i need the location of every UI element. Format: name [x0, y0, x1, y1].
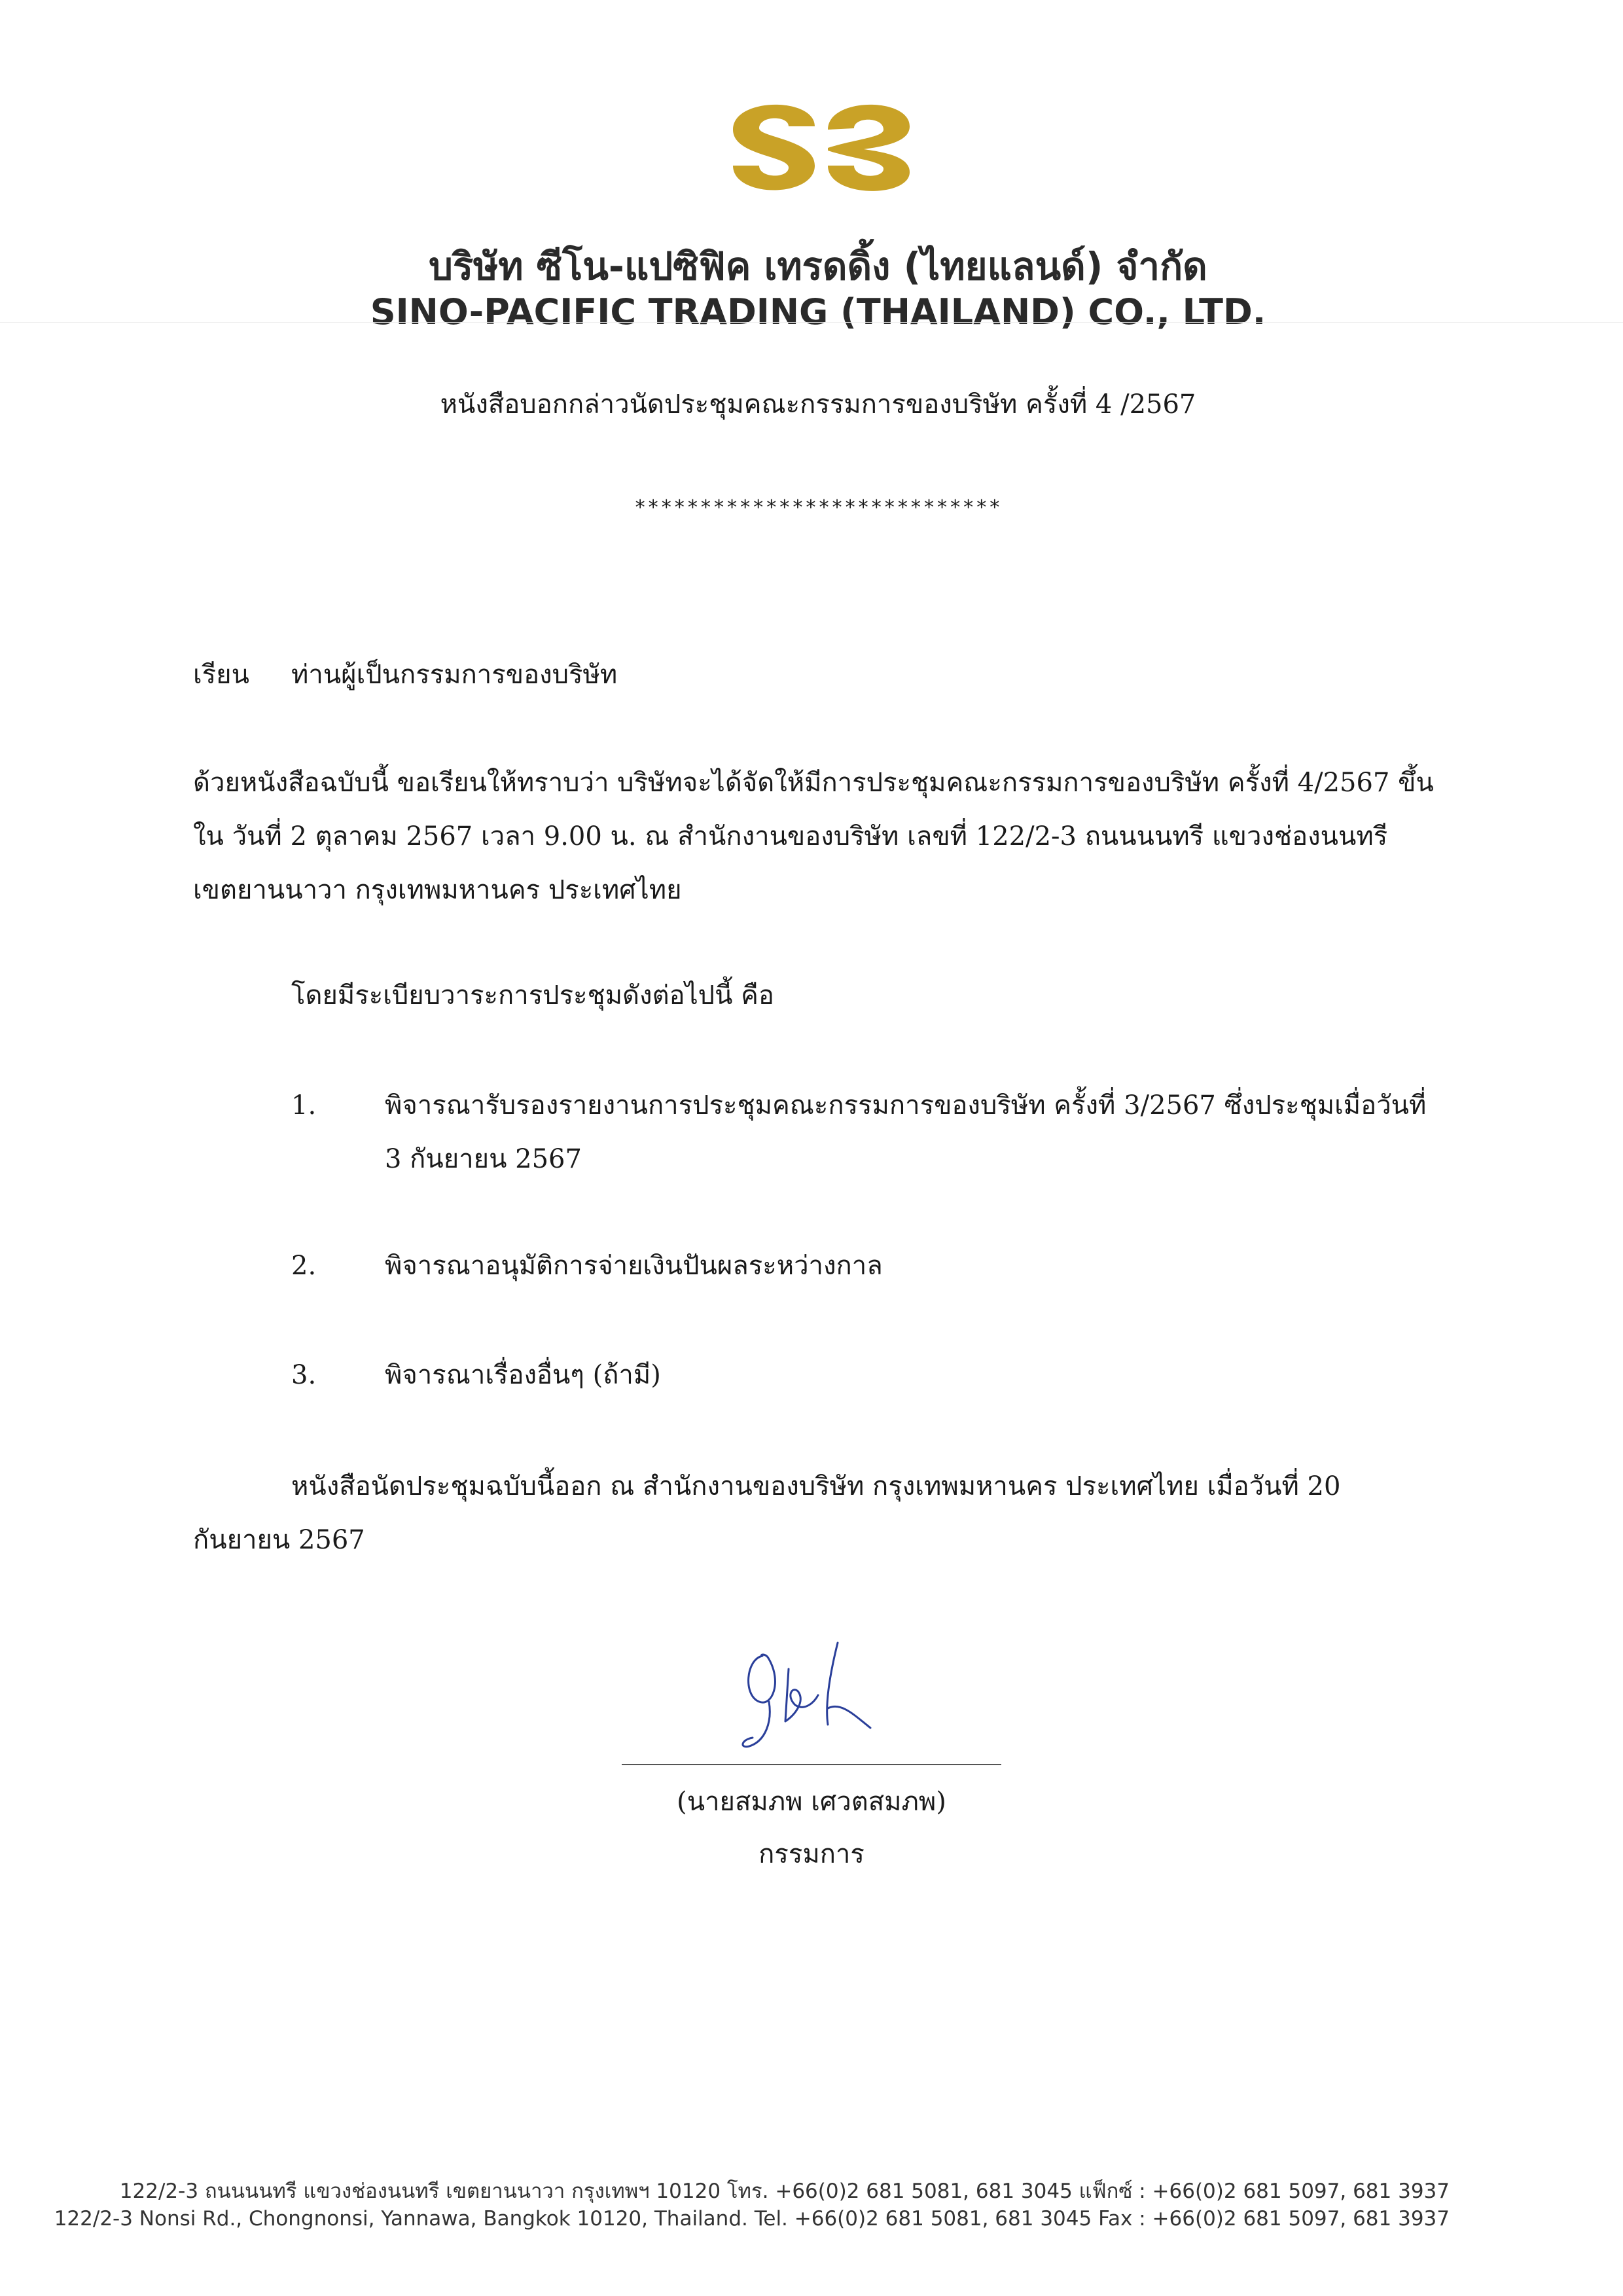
- agenda-item-number: 3.: [291, 1360, 317, 1390]
- intro-paragraph: ด้วยหนังสือฉบับนี้ ขอเรียนให้ทราบว่า บริษัทจะได้จัดให้มีการประชุมคณะกรรมการของบริษัท ครั้งที่ 4/2567 ขึ้นใน วันที่ 2 ตุลาคม 2567 เวลา 9.00 น. ณ สำนักงานของบริษัท เลขที่ 122/2-3 ถนนนนทรี แขวงช่องนนทรี เขตยานนาวา กรุงเทพมหานคร ประเทศไทย: [193, 768, 1434, 905]
- signer-name: (นายสมภพ เศวตสมภพ): [677, 1787, 946, 1817]
- company-name-thai: บริษัท ซีโน-แปซิฟิค เทรดดิ้ง (ไทยแลนด์) จำกัด: [429, 244, 1207, 289]
- agenda-item-text: พิจารณาอนุมัติการจ่ายเงินปันผลระหว่างกาล: [385, 1251, 883, 1281]
- footer-address-english: 122/2-3 Nonsi Rd., Chongnonsi, Yannawa, Bangkok 10120, Thailand. Tel. +66(0)2 681 5081, 681 3045 Fax : +66(0)2 681 5097, 681 3937: [54, 2207, 1450, 2231]
- company-name-english: SINO-PACIFIC TRADING (THAILAND) CO., LTD.: [370, 291, 1266, 332]
- agenda-item-text: พิจารณาเรื่องอื่นๆ (ถ้ามี): [385, 1360, 661, 1390]
- sino-pacific-logo-icon: [723, 84, 919, 208]
- document-title: หนังสือบอกกล่าวนัดประชุมคณะกรรมการของบริษัท ครั้งที่ 4 /2567: [440, 389, 1196, 420]
- signature-line: [622, 1764, 1001, 1765]
- salutation-recipient: ท่านผู้เป็นกรรมการของบริษัท: [291, 660, 618, 690]
- agenda-item-number: 1.: [291, 1090, 317, 1121]
- agenda-intro: โดยมีระเบียบวาระการประชุมดังต่อไปนี้ คือ: [291, 980, 774, 1011]
- issuance-paragraph: หนังสือนัดประชุมฉบับนี้ออก ณ สำนักงานของบริษัท กรุงเทพมหานคร ประเทศไทย เมื่อวันที่ 20 กันยายน 2567: [193, 1471, 1341, 1555]
- footer-address-thai: 122/2-3 ถนนนนทรี แขวงช่องนนทรี เขตยานนาวา กรุงเทพฯ 10120 โทร. +66(0)2 681 5081, 681 3045 แฟ็กซ์ : +66(0)2 681 5097, 681 3937: [119, 2179, 1450, 2203]
- signer-role: กรรมการ: [758, 1839, 865, 1869]
- agenda-item-text: พิจารณารับรองรายงานการประชุมคณะกรรมการของบริษัท ครั้งที่ 3/2567 ซึ่งประชุมเมื่อวันที่ 3 กันยายน 2567: [385, 1090, 1427, 1174]
- separator-stars: ****************************: [634, 496, 1002, 519]
- divider: [0, 322, 1623, 323]
- handwritten-signature-icon: [733, 1630, 890, 1754]
- agenda-item-number: 2.: [291, 1251, 317, 1281]
- salutation-label: เรียน: [193, 660, 249, 690]
